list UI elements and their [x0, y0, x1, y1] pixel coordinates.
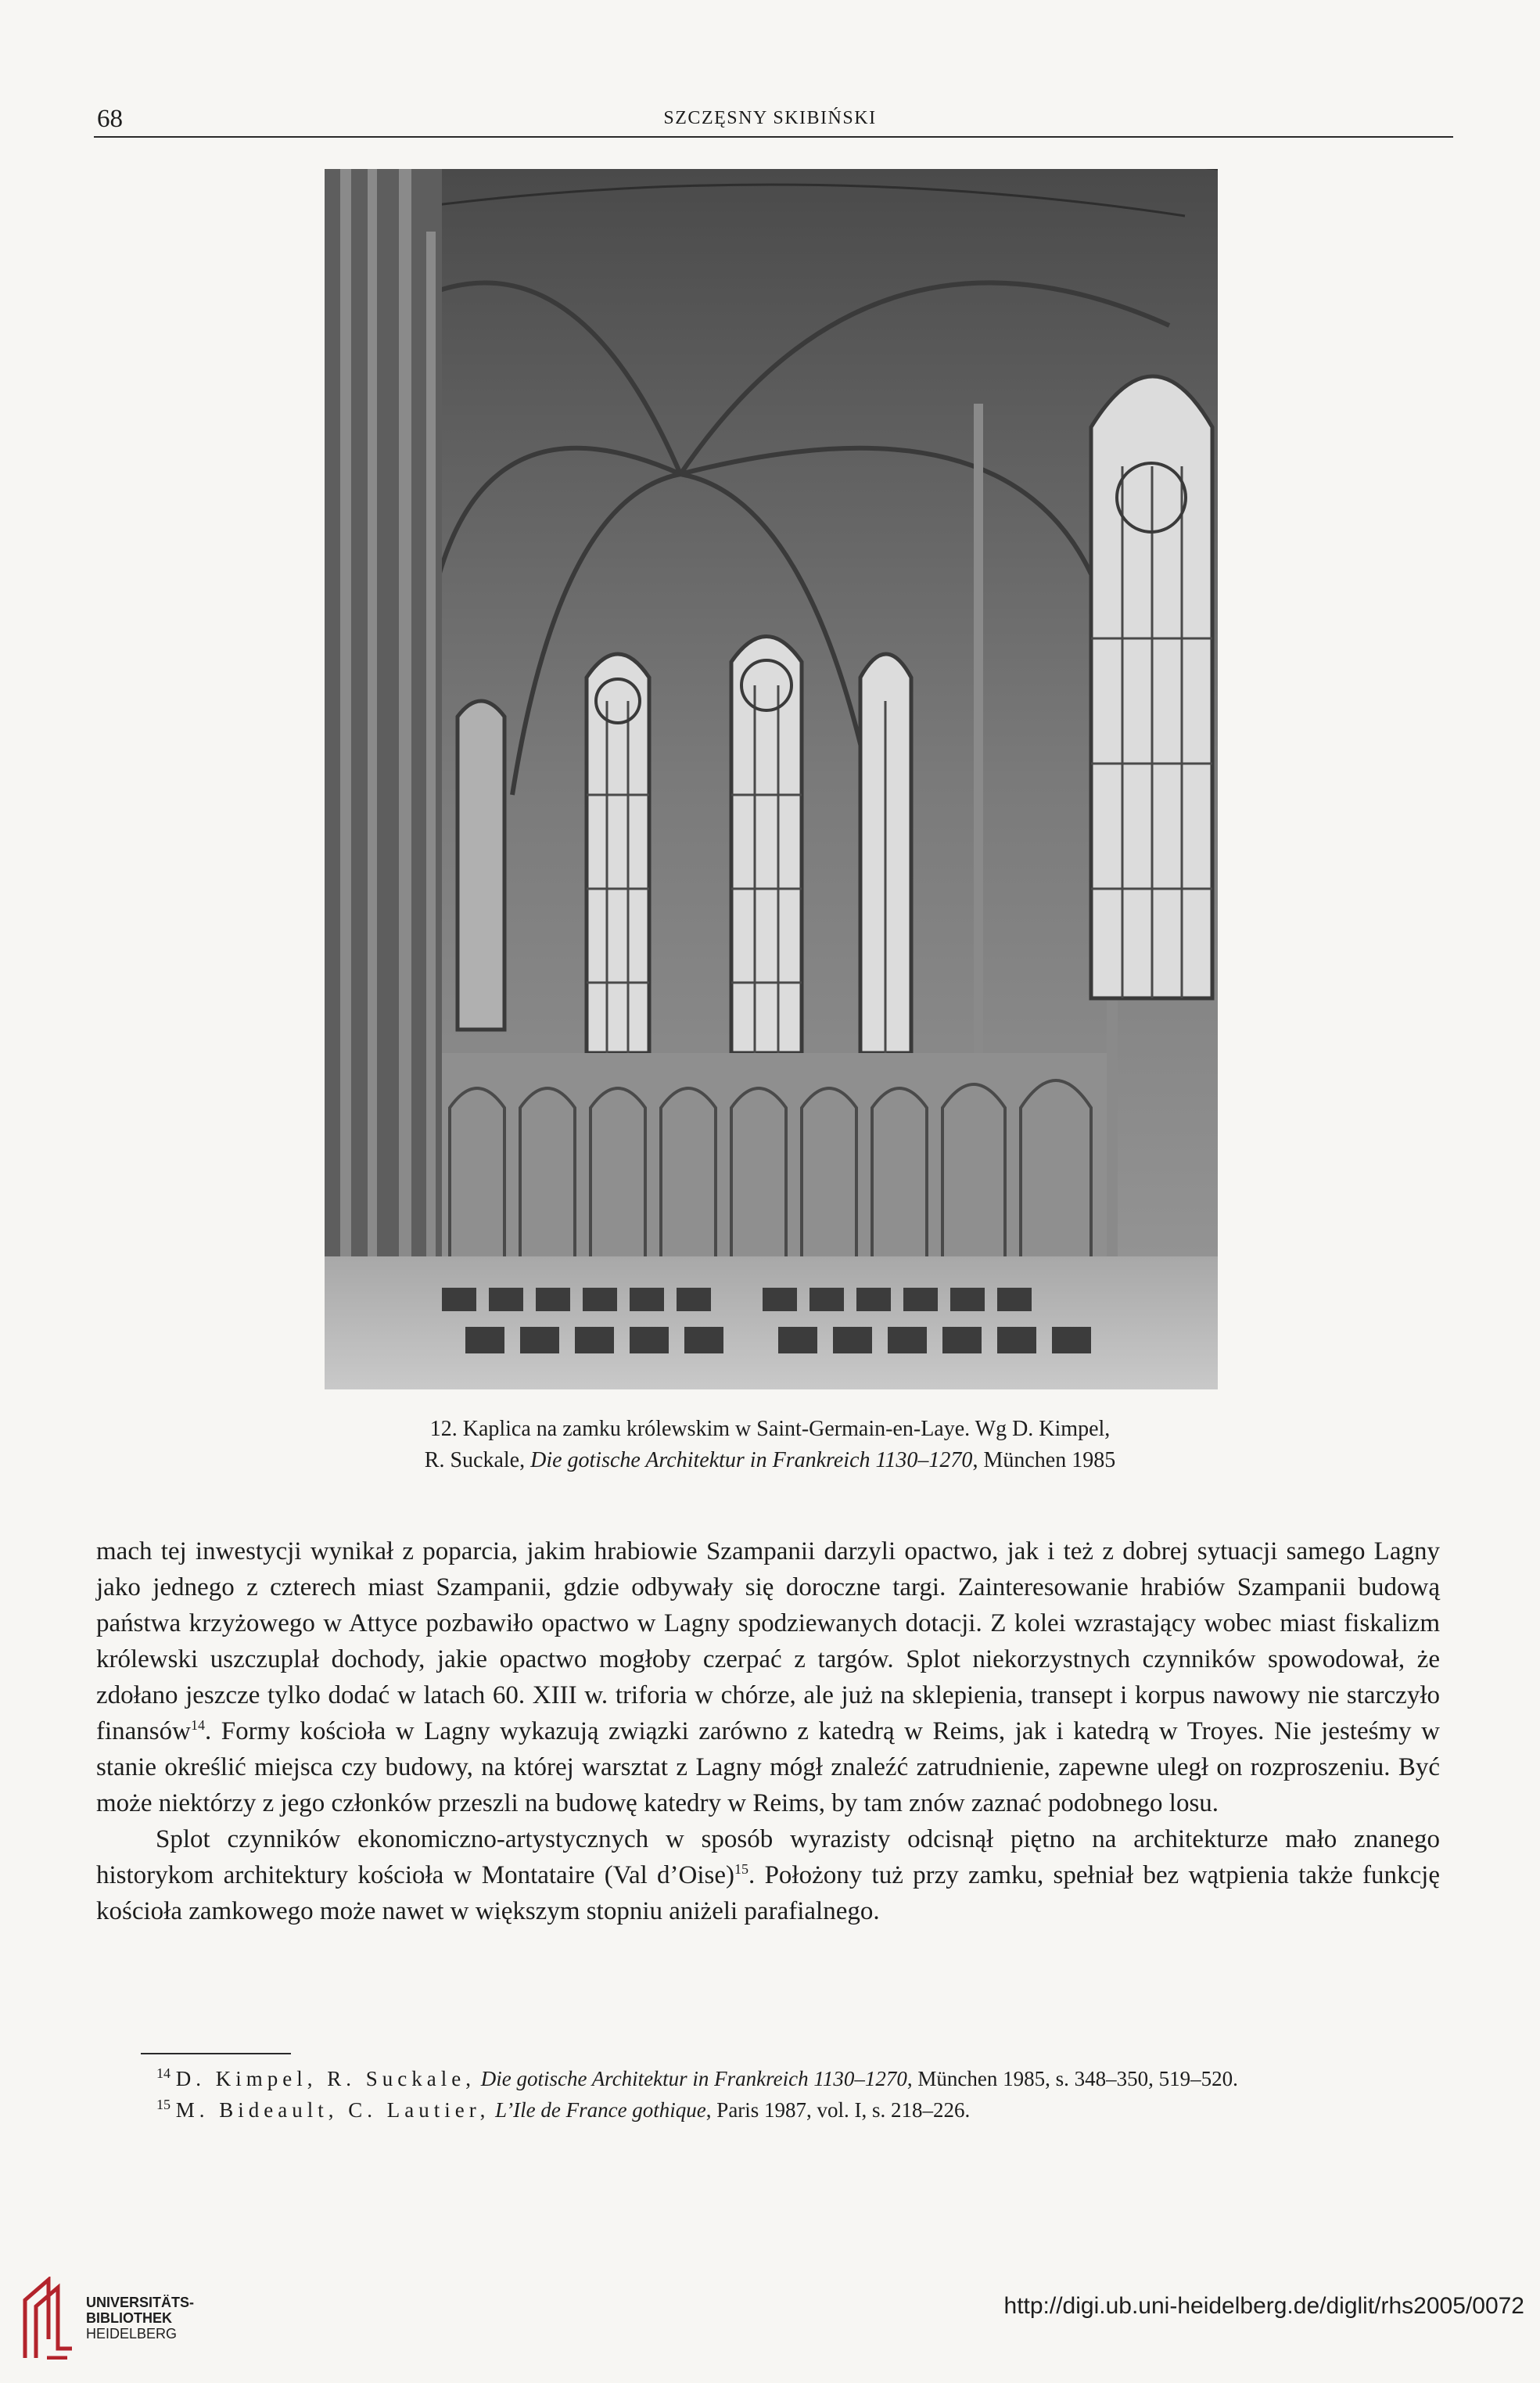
running-head: SZCZĘSNY SKIBIŃSKI	[663, 108, 877, 128]
library-logo-icon	[17, 2277, 74, 2360]
footnote-14: $^{14}$ D. Kimpel, R. Suckale, Die gotische Architektur in Frankreich 1130–1270, München 1985, s. 348–350, 519–520.	[156, 2065, 1238, 2090]
chapel-photograph	[325, 169, 1218, 1389]
caption-line-1: 12. Kaplica na zamku królewskim w Saint-Germain-en-Laye. Wg D. Kimpel,	[429, 1417, 1111, 1441]
source-url-link[interactable]: http://digi.ub.uni-heidelberg.de/diglit/rhs2005/0072	[1003, 2293, 1524, 2319]
paragraph-2: Splot czynników ekonomiczno-artystycznych w sposób wyrazisty odcisnął piętno na architekturze mało znanego historykom architektury kościoła w Montataire (Val d’Oise)$^{15}$. Położony tuż przy zamku, spełniał bez wątpienia także funkcję kościoła zamkowego może nawet w większym stopniu aniżeli parafialnego.	[96, 1825, 1440, 1925]
body-text	[96, 1533, 1440, 1929]
footnote-rule	[141, 2053, 291, 2054]
footnote-ref-14: 14	[190, 1717, 205, 1733]
header-rule	[94, 136, 1453, 138]
figure-caption	[235, 1414, 1305, 1476]
caption-line-2: R. Suckale, Die gotische Architektur in Frankreich 1130–1270, München 1985	[424, 1448, 1116, 1472]
footnote-15: $^{15}$ M. Bideault, C. Lautier, L’Ile de France gothique, Paris 1987, vol. I, s. 218–226.	[156, 2097, 971, 2122]
paragraph-1: mach tej inwestycji wynikał z poparcia, jakim hrabiowie Szampanii darzyli opactwo, jak i też z dobrej sytuacji samego Lagny jako jednego z czterech miast Szampanii, gdzie odbywały się doroczne targi. Zainteresowanie hrabiów Szampanii budową państwa krzyżowego w Attyce pozbawiło opactwo w Lagny spodziewanych dotacji. Z kolei wzrastający wobec miast fiskalizm królewski uszczuplał dochody, jakie opactwo mogłoby czerpać z targów. Splot niekorzystnych czynników spowodował, że zdołano jeszcze tylko dodać w latach 60. XIII w. triforia w chórze, ale już na sklepienia, transept i korpus nawowy nie starczyło finansów$^{14}$. Formy kościoła w Lagny wykazują związki zarówno z katedrą w Reims, jak i katedrą w Troyes. Nie jesteśmy w stanie określić miejsca czy budowy, na której warsztat z Lagny mógł znaleźć zatrudnienie, zapewne uległ on rozproszeniu. Być może niektórzy z jego członków przeszli na budowę katedry w Reims, by tam znów zaznać podobnego losu.	[96, 1537, 1440, 1817]
footnote-ref-15: 15	[734, 1861, 749, 1877]
page-number: 68	[97, 105, 123, 133]
library-name: UNIVERSITÄTS- BIBLIOTHEK HEIDELBERG	[86, 2295, 195, 2342]
chapel-interior-illustration	[325, 169, 1218, 1389]
footnotes	[156, 2063, 1455, 2126]
